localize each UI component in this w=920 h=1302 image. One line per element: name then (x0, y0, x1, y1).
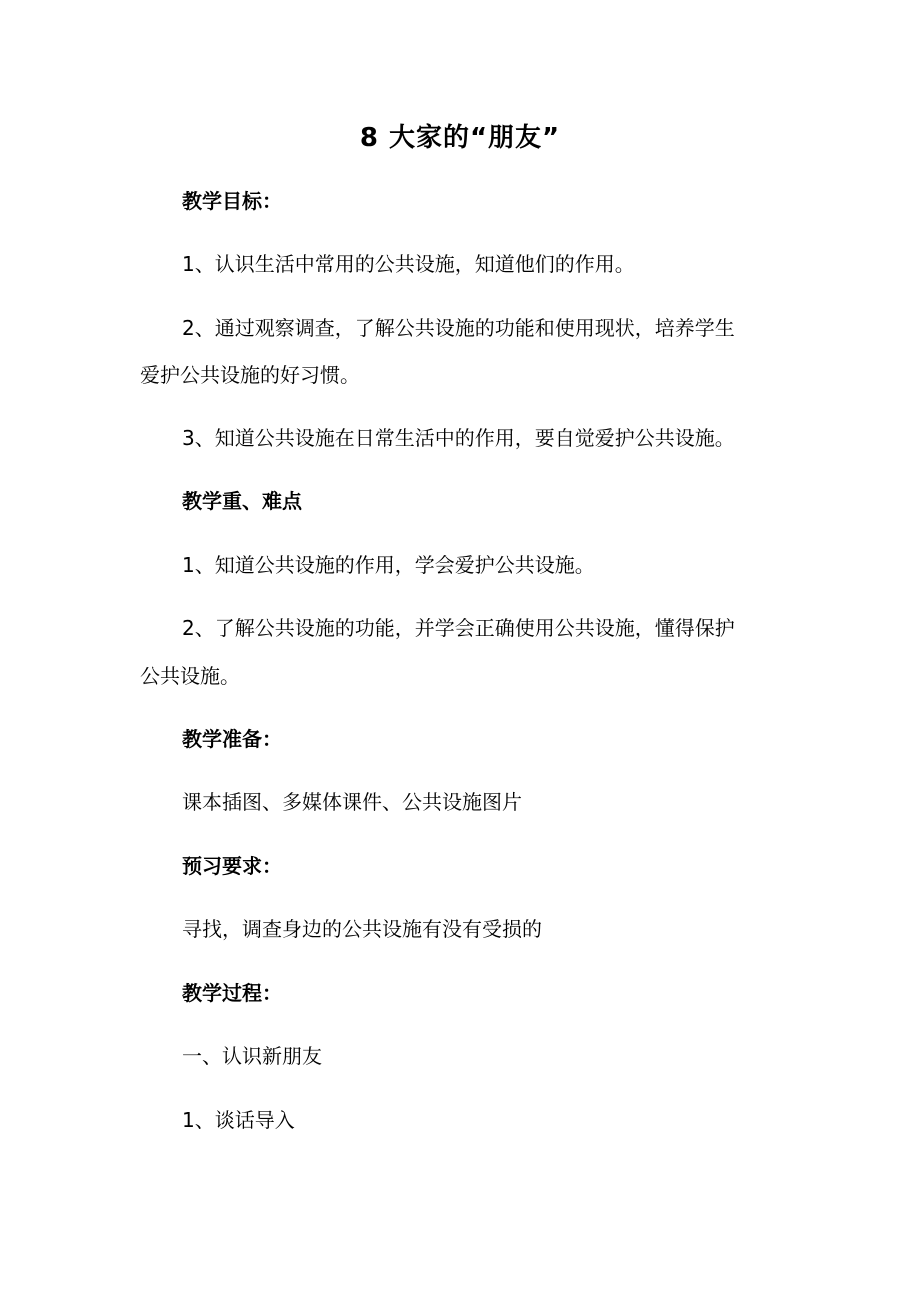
section-heading-process: 教学过程： (182, 981, 282, 1005)
preview-item: 寻找，调查身边的公共设施有没有受损的 (182, 917, 542, 941)
section-heading-key-points: 教学重、难点 (182, 489, 302, 513)
section-heading-objectives: 教学目标： (182, 189, 282, 213)
objective-item-2-line-2: 爱护公共设施的好习惯。 (140, 363, 360, 387)
section-heading-preview: 预习要求： (182, 854, 282, 878)
process-item-2: 1、谈话导入 (182, 1108, 295, 1132)
objective-item-2-line-1: 2、通过观察调查，了解公共设施的功能和使用现状，培养学生 (182, 316, 735, 340)
objective-item-1: 1、认识生活中常用的公共设施，知道他们的作用。 (182, 252, 635, 276)
section-heading-preparation: 教学准备： (182, 727, 282, 751)
process-item-1: 一、认识新朋友 (182, 1044, 322, 1068)
document-title: 8 大家的“朋友” (359, 123, 561, 153)
key-point-item-2-line-2: 公共设施。 (140, 664, 240, 688)
key-point-item-1: 1、知道公共设施的作用，学会爱护公共设施。 (182, 553, 595, 577)
objective-item-3: 3、知道公共设施在日常生活中的作用，要自觉爱护公共设施。 (182, 426, 735, 450)
key-point-item-2-line-1: 2、了解公共设施的功能，并学会正确使用公共设施，懂得保护 (182, 616, 735, 640)
preparation-item: 课本插图、多媒体课件、公共设施图片 (182, 790, 522, 814)
